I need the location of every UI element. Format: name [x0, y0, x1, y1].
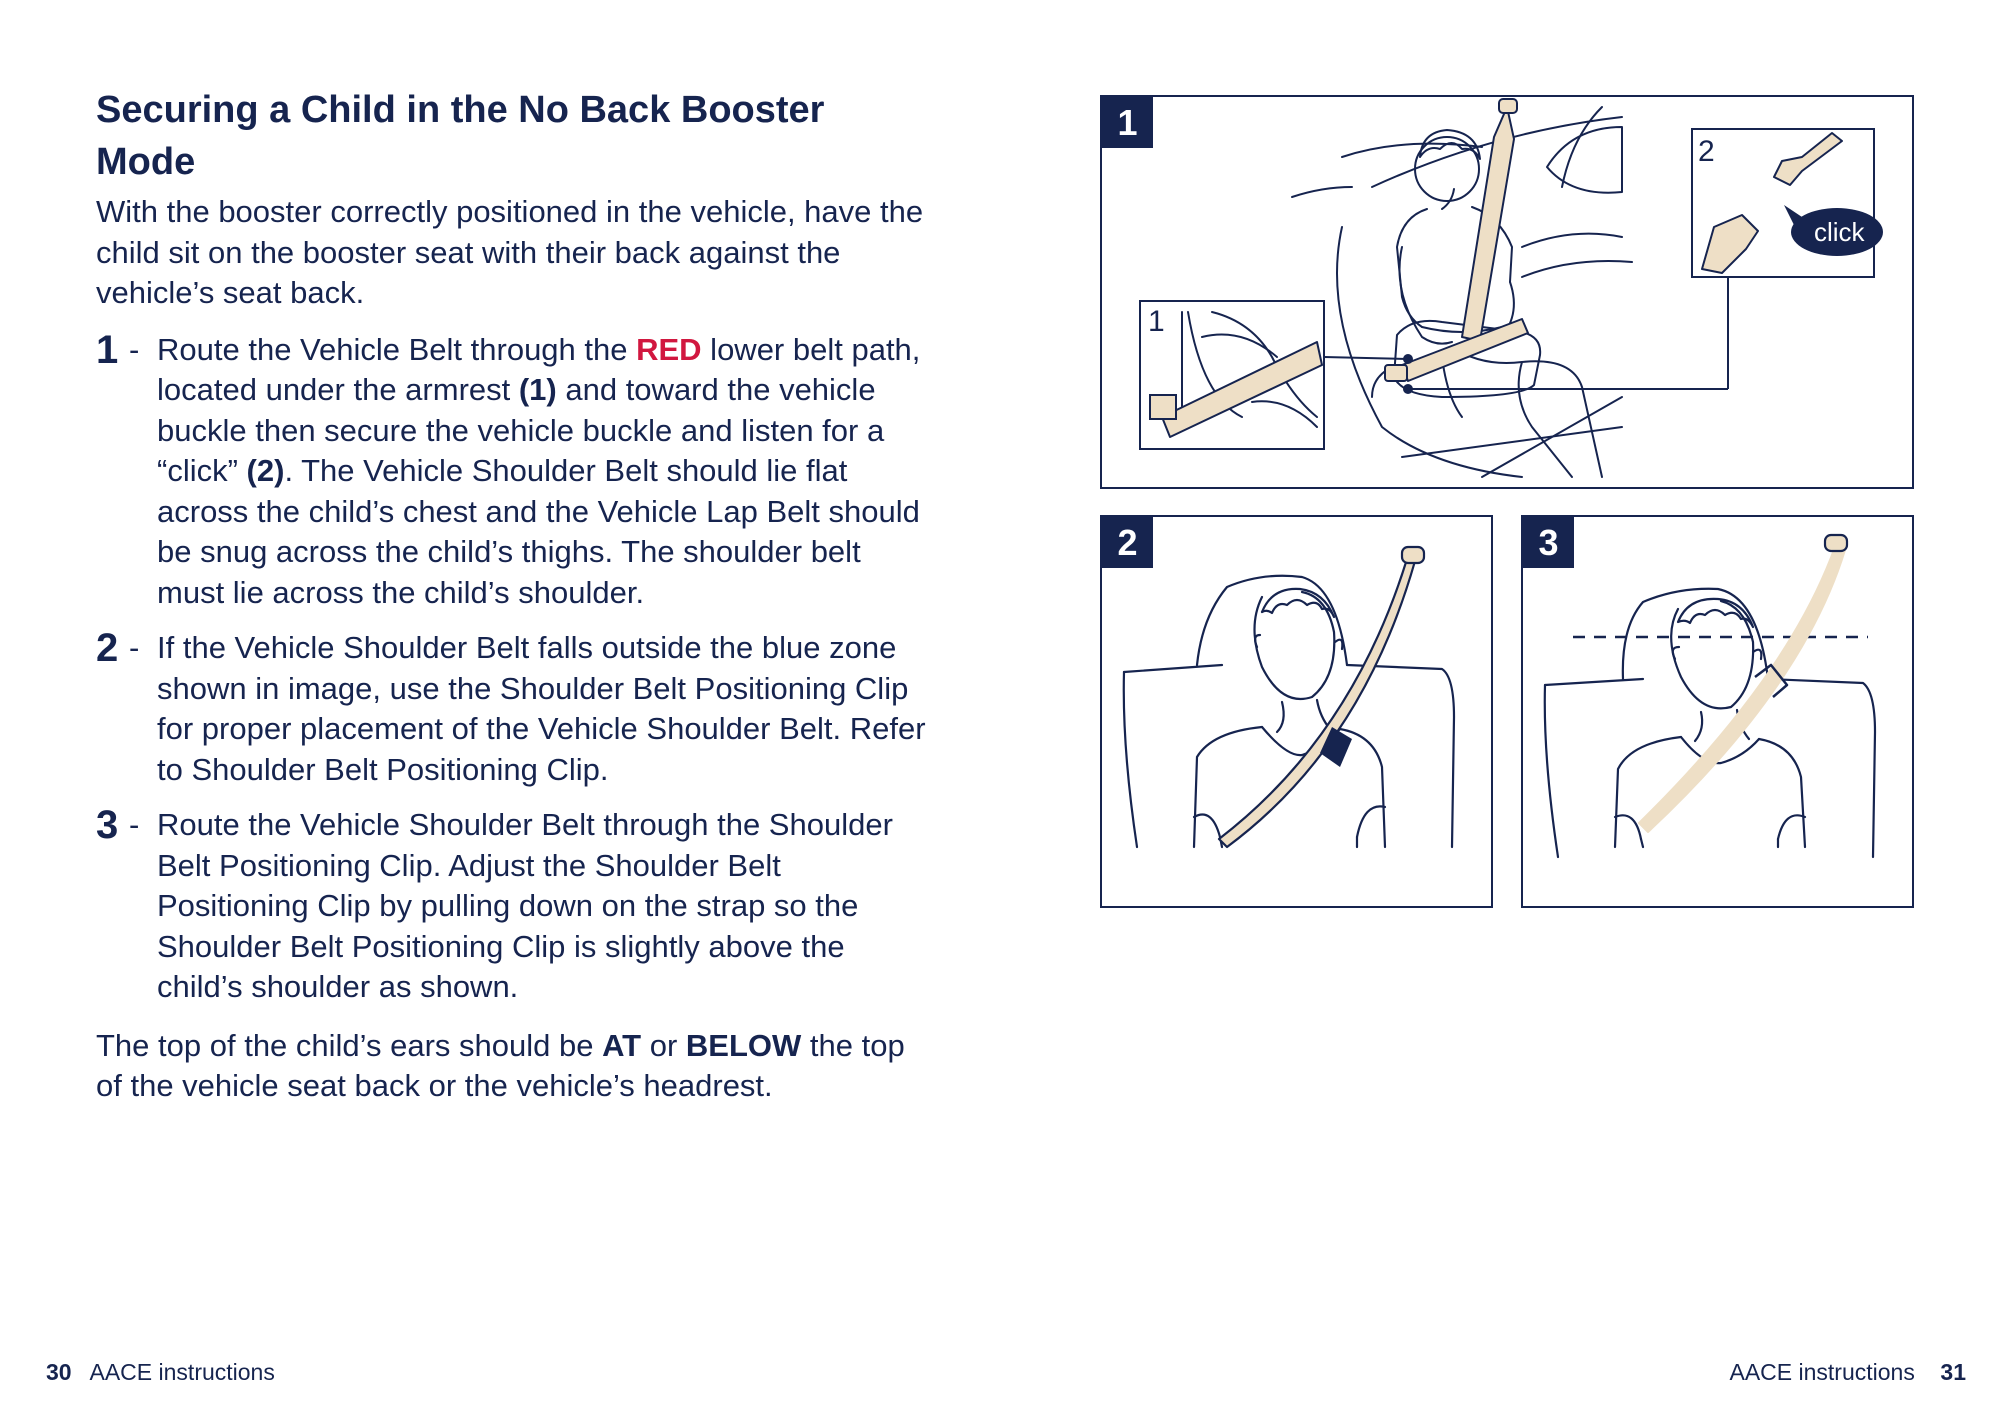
closing-text-part: or — [641, 1027, 686, 1063]
click-label: click — [1814, 217, 1865, 247]
step-text — [157, 330, 926, 614]
intro-paragraph: With the booster correctly positioned in the vehicle, have the child sit on the booster seat with their back against the vehicle’s seat back. — [96, 194, 924, 310]
reference-2: (2) — [246, 453, 285, 488]
closing-text-part: the top of the vehicle seat back or the vehicle’s headrest. — [96, 1027, 905, 1103]
closing-text-part: The top of the child’s ears should be — [96, 1027, 603, 1063]
step-dash: - — [129, 331, 140, 367]
footer-left — [46, 1358, 275, 1386]
figure-badge: 2 — [1102, 517, 1153, 568]
footer-left-text: AACE instructions — [89, 1359, 275, 1385]
shoulder-belt-front-view — [1102, 517, 1491, 906]
left-column — [96, 84, 926, 1107]
booster-seat-illustration — [1102, 97, 1912, 487]
figure-2 — [1100, 515, 1493, 908]
below-emphasis: BELOW — [685, 1027, 802, 1063]
figure-1 — [1100, 95, 1914, 489]
step-text-part: Route the Vehicle Belt through the — [157, 331, 637, 367]
step-3 — [96, 805, 926, 1008]
footer-right — [1729, 1358, 1966, 1386]
step-dash: - — [129, 807, 140, 842]
step-text-part: lower belt path, located under the armrest — [157, 331, 921, 407]
page-number-left: 30 — [46, 1359, 72, 1385]
inset-1-label: 1 — [1148, 305, 1165, 338]
step-2 — [96, 628, 926, 790]
page-number-right: 31 — [1940, 1359, 1966, 1385]
figure-badge: 3 — [1523, 517, 1574, 568]
figure-badge: 1 — [1102, 97, 1153, 148]
step-dash: - — [129, 630, 140, 665]
page-title: Securing a Child in the No Back Booster Mode — [96, 89, 825, 183]
figure-3 — [1521, 515, 1914, 908]
step-text: Route the Vehicle Shoulder Belt through the Shoulder Belt Positioning Clip. Adjust the Shoulder Belt Positioning Clip by pulling down on the strap so the Shoulder Belt Positioning Clip is slightly above the child’s shoulder as shown. — [157, 807, 893, 1004]
step-number: 2 — [96, 626, 119, 670]
red-highlight: RED — [636, 331, 702, 367]
at-emphasis: AT — [602, 1027, 642, 1063]
step-1 — [96, 327, 926, 614]
step-text: If the Vehicle Shoulder Belt falls outside the blue zone shown in image, use the Shoulder Belt Positioning Clip for proper placement of the Vehicle Shoulder Belt. Refer to Shoulder Belt Positioning Clip. — [157, 630, 926, 787]
step-text-part: and toward the vehicle buckle then secure the vehicle buckle and listen for a “click” — [157, 372, 885, 488]
inset-2-label: 2 — [1698, 135, 1715, 168]
step-text-part: . The Vehicle Shoulder Belt should lie flat across the child’s chest and the Vehicle Lap Belt should be snug across the child’s thighs. The shoulder belt must lie across the child’s shoulder. — [157, 453, 920, 610]
step-number: 3 — [96, 803, 119, 847]
footer-right-text: AACE instructions — [1729, 1359, 1915, 1385]
positioning-clip-front-view — [1523, 517, 1912, 906]
step-number: 1 — [96, 327, 119, 372]
closing-paragraph — [96, 1026, 926, 1107]
reference-1: (1) — [518, 372, 557, 407]
